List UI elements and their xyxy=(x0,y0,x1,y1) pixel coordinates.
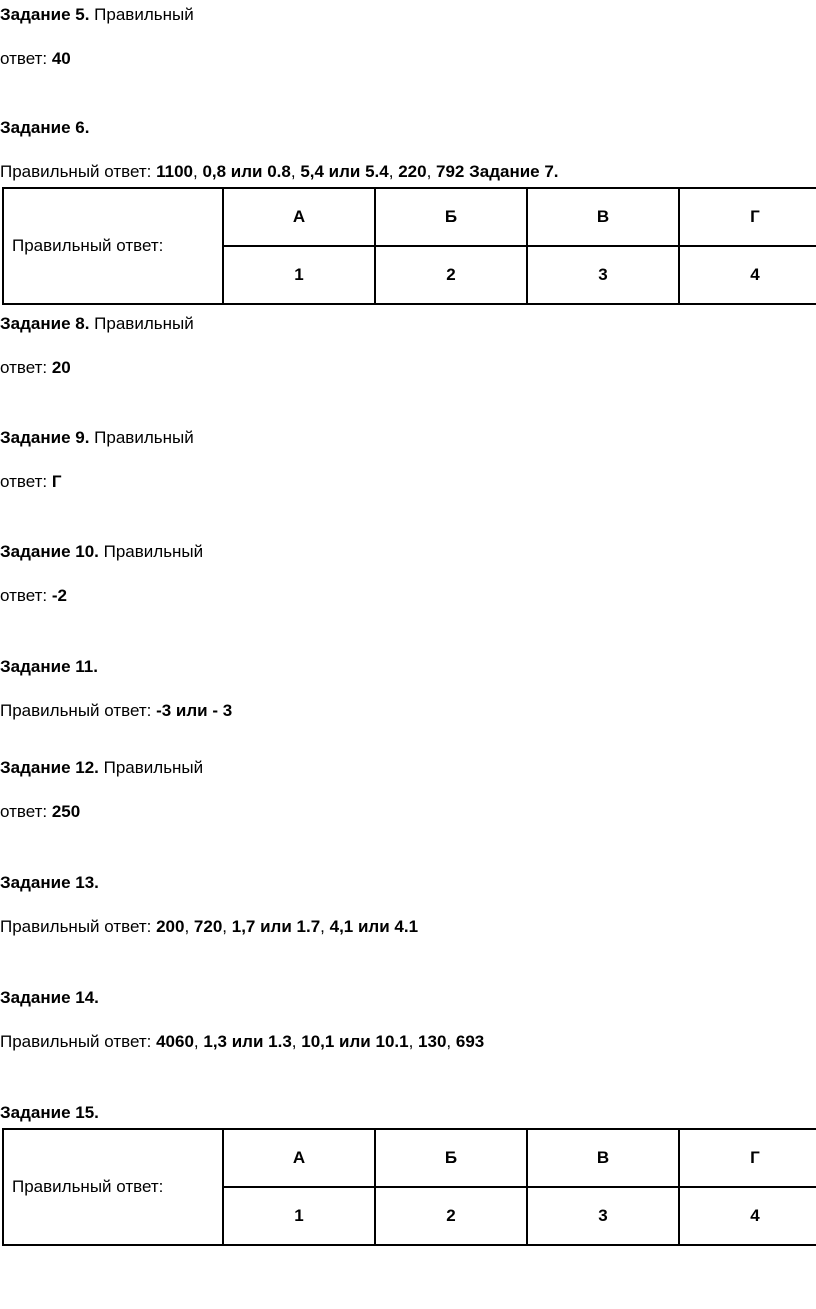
header-cell: В xyxy=(527,1129,679,1187)
answer-text: 1,7 или 1.7 xyxy=(231,917,321,936)
line-t6a xyxy=(0,118,89,138)
answer-text: Задание 8. xyxy=(0,314,90,333)
label-text: , xyxy=(290,162,301,181)
header-cell: Б xyxy=(375,188,527,246)
answer-text: 130 xyxy=(418,1032,447,1051)
value-cell: 4 xyxy=(679,1187,816,1245)
answer-label: Правильный ответ: xyxy=(3,188,223,304)
label-text: Правильный ответ: xyxy=(0,917,157,936)
answer-text: Задание 12. xyxy=(0,758,99,777)
line-t6b xyxy=(0,162,559,182)
answer-text: Задание 13. xyxy=(0,873,99,892)
answer-text: Задание 10. xyxy=(0,542,99,561)
label-text: Правильный xyxy=(98,542,204,561)
label-text: ответ: xyxy=(0,586,52,605)
label-text: Правильный xyxy=(89,428,194,447)
answer-text: 220 xyxy=(398,162,427,181)
line-t14b xyxy=(0,1032,484,1052)
answer-text: Г xyxy=(51,472,62,491)
label-text: ответ: xyxy=(0,472,52,491)
label-text: ответ: xyxy=(0,802,52,821)
answer-text: Задание 9. xyxy=(0,428,90,447)
answer-text: 4,1 или 4.1 xyxy=(329,917,419,936)
answer-text: 792 Задание 7. xyxy=(436,162,559,181)
answer-text: 10,1 или 10.1 xyxy=(301,1032,409,1051)
value-cell: 1 xyxy=(223,246,375,304)
line-t11b xyxy=(0,701,232,721)
line-t12a xyxy=(0,758,203,778)
label-text: , xyxy=(388,162,399,181)
line-t10a xyxy=(0,542,203,562)
header-cell: В xyxy=(527,188,679,246)
line-t14a xyxy=(0,988,99,1008)
line-t15a xyxy=(0,1103,99,1123)
label-text: ответ: xyxy=(0,358,52,377)
line-t13b xyxy=(0,917,418,937)
line-t8b xyxy=(0,358,71,378)
label-text: , xyxy=(193,1032,204,1051)
answer-text: 0,8 или 0.8 xyxy=(202,162,291,181)
answer-table-7 xyxy=(2,187,816,305)
line-t9a xyxy=(0,428,194,448)
answer-text: -2 xyxy=(51,586,67,605)
label-text: ответ: xyxy=(0,49,52,68)
label-text: , xyxy=(291,1032,302,1051)
line-t11a xyxy=(0,657,98,677)
answer-text: Задание 15. xyxy=(0,1103,99,1122)
answer-text: 40 xyxy=(51,49,71,68)
answer-text: 4060 xyxy=(156,1032,194,1051)
answer-text: 200 xyxy=(156,917,185,936)
header-cell: Г xyxy=(679,188,816,246)
answer-label: Правильный ответ: xyxy=(3,1129,223,1245)
answer-table-15 xyxy=(2,1128,816,1246)
answer-text: 20 xyxy=(51,358,71,377)
line-t5b xyxy=(0,49,71,69)
label-text: , xyxy=(222,917,232,936)
line-t10b xyxy=(0,586,67,606)
label-text: Правильный ответ: xyxy=(0,162,157,181)
answer-text: Задание 14. xyxy=(0,988,99,1007)
value-cell: 4 xyxy=(679,246,816,304)
value-cell: 1 xyxy=(223,1187,375,1245)
label-text: , xyxy=(184,917,194,936)
answer-text: 5,4 или 5.4 xyxy=(300,162,389,181)
label-text: Правильный xyxy=(89,5,194,24)
line-t12b xyxy=(0,802,80,822)
header-cell: Г xyxy=(679,1129,816,1187)
label-text: , xyxy=(426,162,437,181)
answer-text: 1100 xyxy=(156,162,193,181)
answer-text: Задание 11. xyxy=(0,657,98,676)
answer-text: Задание 6. xyxy=(0,118,90,137)
answer-text: 250 xyxy=(51,802,81,821)
line-t8a xyxy=(0,314,194,334)
label-text: Правильный ответ: xyxy=(0,701,157,720)
label-text: , xyxy=(320,917,330,936)
label-text: Правильный xyxy=(98,758,204,777)
value-cell: 3 xyxy=(527,1187,679,1245)
label-text: , xyxy=(446,1032,456,1051)
answer-text: Задание 5. xyxy=(0,5,90,24)
label-text: , xyxy=(192,162,203,181)
header-cell: А xyxy=(223,1129,375,1187)
value-cell: 2 xyxy=(375,246,527,304)
header-cell: Б xyxy=(375,1129,527,1187)
label-text: Правильный ответ: xyxy=(0,1032,157,1051)
answer-text: 1,3 или 1.3 xyxy=(203,1032,292,1051)
value-cell: 3 xyxy=(527,246,679,304)
label-text: , xyxy=(408,1032,419,1051)
line-t13a xyxy=(0,873,99,893)
line-t5a xyxy=(0,5,194,25)
answer-text: 693 xyxy=(455,1032,485,1051)
label-text: Правильный xyxy=(89,314,194,333)
answer-text: 720 xyxy=(193,917,223,936)
header-cell: А xyxy=(223,188,375,246)
line-t9b xyxy=(0,472,61,492)
value-cell: 2 xyxy=(375,1187,527,1245)
answer-text: -3 или - 3 xyxy=(156,701,233,720)
